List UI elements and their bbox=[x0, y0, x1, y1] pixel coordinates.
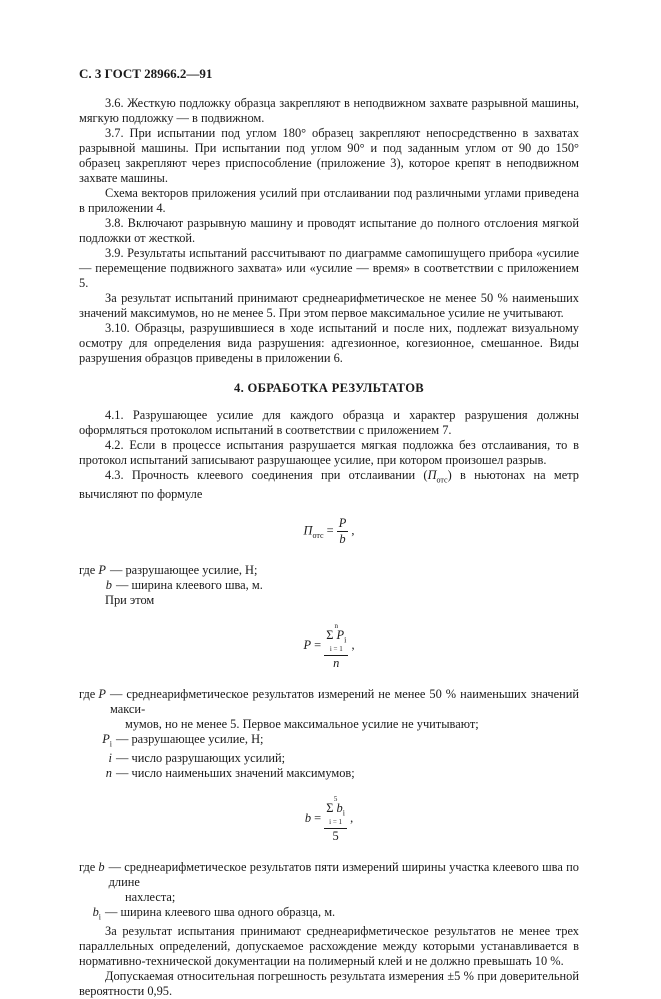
formula-average-force: P = n Σ $P_i$ i = 1 n , bbox=[303, 622, 355, 670]
definitions-3: где b — среднеарифметическое результатов пяти измерений ширины участка клеевого шва по длине нахлеста; $b_i$ — ширина клеевого шва одного образца, м. bbox=[79, 859, 579, 922]
paragraph-final-result: За результат испытания принимают среднеарифметическое результатов не менее трех параллельных определений, допускаемое расхождение между которыми устанавливается в нормативно-технической документации на полимерный клей и не должно превышать 10 %. bbox=[79, 924, 579, 969]
definitions-1: где P — разрушающее усилие, Н; b — ширина клеевого шва, м. bbox=[79, 563, 263, 593]
paragraph-scheme: Схема векторов приложения усилий при отслаивании под различными углами приведена в приложении 4. bbox=[79, 186, 579, 215]
paragraph-3-6: 3.6. Жесткую подложку образца закрепляют в неподвижном захвате разрывной машины, мягкую подложку — в подвижном. bbox=[79, 96, 579, 125]
paragraph-3-7: 3.7. При испытании под углом 180° образец закрепляют непосредственно в захватах разрывной машины. При испытании под углом 90° и под заданным углом от 90 до 150° образец закрепляют через приспособление (приложение 3), которое крепят в неподвижном захвате машины. bbox=[79, 126, 579, 185]
paragraph-4-1: 4.1. Разрушающее усилие для каждого образца и характер разрушения должны оформляться протоколом испытаний в соответствии с приложением 7. bbox=[79, 408, 579, 437]
paragraph-4-2: 4.2. Если в процессе испытания разрушается мягкая подложка без отслаивания, то в протокол испытаний записывают разрушающее усилие, при котором произошел разрыв. bbox=[79, 438, 579, 467]
paragraph-result: За результат испытаний принимают среднеарифметическое не менее 50 % наименьших значений максимумов, но не менее 5. При этом первое максимальное усилие не учитывают. bbox=[79, 291, 579, 320]
paragraph-pri-etom: При этом bbox=[105, 593, 155, 608]
page-header: С. 3 ГОСТ 28966.2—91 bbox=[79, 66, 213, 81]
paragraph-error: Допускаемая относительная погрешность результата измерения ±5 % при доверительной вероятности 0,95. bbox=[79, 969, 579, 999]
definitions-2: где P — среднеарифметическое результатов измерений не менее 50 % наименьших значений макси- мумов, но не менее 5. Первое максимальное усилие не учитывают; $P_i$ — разрушающее усилие, Н; i — число разрушающих усилий; n — число наименьших значений максимумов; bbox=[79, 686, 579, 781]
paragraph-3-10: 3.10. Образцы, разрушившиеся в ходе испытаний и после них, подлежат визуальному осмотру для определения вида разрушения: адгезионное, когезионное, смешанное. Виды разрушения образцов приведены в приложении 6. bbox=[79, 321, 579, 365]
formula-average-width: b = 5 Σ $b_i$ i = 1 5 , bbox=[304, 795, 354, 843]
document-page bbox=[79, 66, 579, 999]
paragraph-3-8: 3.8. Включают разрывную машину и проводят испытание до полного отслоения мягкой подложки от жесткой. bbox=[79, 216, 579, 245]
paragraph-3-9: 3.9. Результаты испытаний рассчитывают по диаграмме самопишущего прибора «усилие — перемещение подвижного захвата» или «усилие — время» в соответствии с приложением 5. bbox=[79, 246, 579, 290]
section-4-title: 4. ОБРАБОТКА РЕЗУЛЬТАТОВ bbox=[233, 381, 424, 395]
formula-peel-strength: $П_{отс}$ = $\frac{P}{b}$ , bbox=[303, 516, 355, 547]
paragraph-4-3: 4.3. Прочность клеевого соединения при отслаивании $(П_{отс})$ в ньютонах на метр вычисляют по формуле bbox=[79, 468, 579, 502]
